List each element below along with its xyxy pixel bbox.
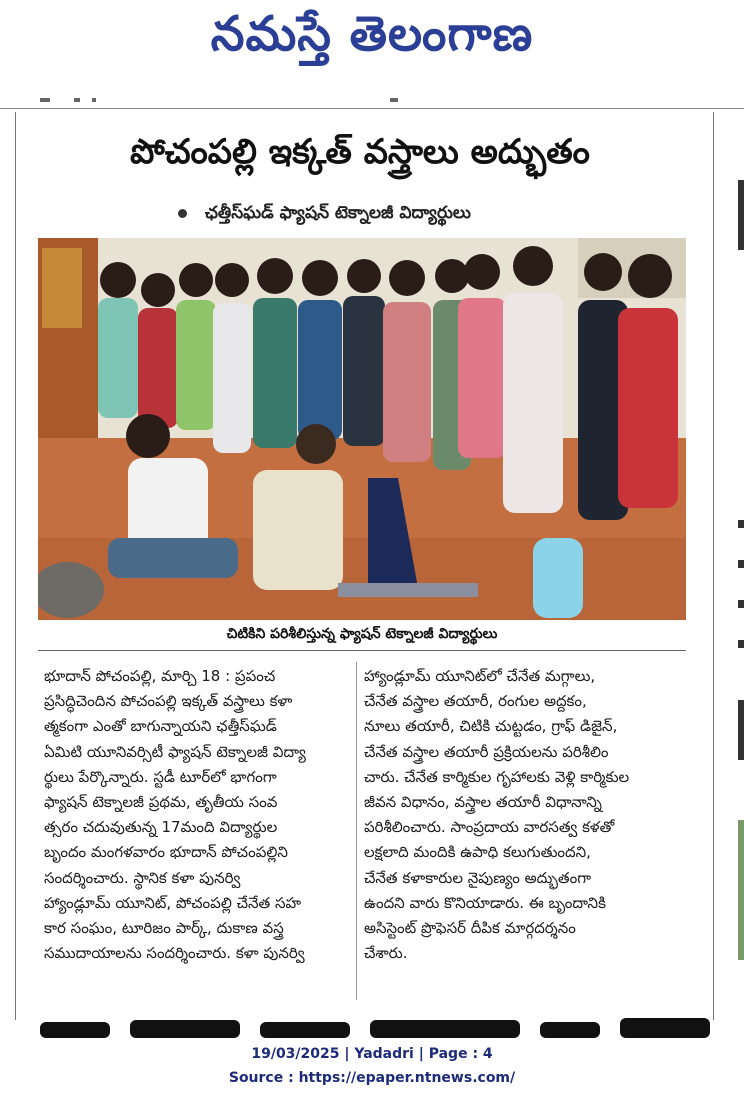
body-line: సందర్శించారు. స్థానిక కళా పునర్వి <box>44 868 241 887</box>
body-line: ఉందని వారు కొనియాడారు. ఈ బృందానికి <box>364 893 606 912</box>
body-line: నూలు తయారీ, చిటికి చుట్టడం, గ్రాఫ్ డిజైన్, <box>364 717 618 736</box>
body-line: చేనేత వస్త్రాల తయారీ ప్రక్రియలను పరిశీలిం <box>364 742 609 761</box>
article-body-column-2 <box>364 664 676 966</box>
article-headline: పోచంపల్లి ఇక్కత్ వస్త్రాలు అద్భుతం <box>130 132 590 172</box>
article-body-column-1 <box>44 664 356 966</box>
body-line: భూదాన్ పోచంపల్లి, మార్చి 18 : ప్రపంచ <box>44 667 276 685</box>
adjacent-article-fragment <box>738 520 744 528</box>
column-divider <box>356 662 357 1000</box>
masthead-underline-fragments <box>40 98 420 104</box>
body-line: ఏమిటి యూనివర్సిటీ ఫ్యాషన్ టెక్నాలజీ విద్యా <box>44 742 306 761</box>
photo-caption: చిటికిని పరిశీలిస్తున్న ఫ్యాషన్ టెక్నాలజీ విద్యార్థులు <box>226 626 498 642</box>
body-line: అసిస్టెంట్ ప్రొఫెసర్ దీపిక మార్గదర్శనం <box>364 919 576 938</box>
body-line: సముదాయాలను సందర్శించారు. కళా పునర్వి <box>44 944 305 963</box>
caption-divider <box>38 650 686 651</box>
body-line: పరిశీలించారు. సాంప్రదాయ వారసత్వ కళతో <box>364 818 615 837</box>
body-line: ఫ్యాషన్ టెక్నాలజీ ప్రథమ, తృతీయ సంవ <box>44 793 278 812</box>
masthead-divider <box>0 108 744 109</box>
cut-headline-glyphs <box>40 1008 712 1038</box>
adjacent-article-fragment <box>738 560 744 568</box>
right-column-rule <box>713 112 714 1020</box>
newspaper-title: నమస్తే తెలంగాణ <box>210 6 534 62</box>
body-line: జీవన విధానం, వస్త్రాల తయారీ విధానాన్ని <box>364 793 602 812</box>
left-column-rule <box>15 112 16 1020</box>
body-line: ర్థులు పేర్కొన్నారు. స్టడీ టూర్‌లో భాగంగా <box>44 767 277 786</box>
body-line: హ్యాండ్లూమ్ యూనిట్‌లో చేనేత మగ్గాలు, <box>364 667 596 685</box>
footer-date-line: 19/03/2025 | Yadadri | Page : 4 <box>251 1046 493 1062</box>
bullet-icon <box>178 209 187 218</box>
masthead <box>0 0 744 100</box>
photo-illustration <box>38 238 686 620</box>
cut-off-next-headline <box>40 1008 712 1038</box>
article-subheadline <box>178 203 471 227</box>
subheadline-text: ఛత్తీస్‌ఘడ్ ఫ్యాషన్ టెక్నాలజీ విద్యార్థులు <box>205 203 471 223</box>
body-line: కార సంఘం, టూరిజం పార్క్, దుకాణ వస్త్ర <box>44 919 284 938</box>
body-line: త్సరం చదువుతున్న 17మంది విద్యార్థుల <box>44 818 278 837</box>
footer-source-line[interactable]: Source : https://epaper.ntnews.com/ <box>228 1070 516 1086</box>
body-line: త్మకంగా ఎంతో బాగున్నాయని ఛత్తీస్‌ఘడ్ <box>44 717 277 736</box>
adjacent-article-fragment <box>738 640 744 648</box>
body-line: చేశారు. <box>364 944 408 963</box>
body-line: బృందం మంగళవారం భూదాన్ పోచంపల్లిని <box>44 843 288 862</box>
article-photo <box>38 238 686 620</box>
body-line: చారు. చేనేత కార్మికుల గృహాలకు వెళ్లి కార్మికుల <box>364 767 630 786</box>
body-line: చేనేత వస్త్రాల తయారీ, రంగుల అద్దకం, <box>364 692 587 711</box>
adjacent-photo-fragment <box>738 820 744 960</box>
adjacent-article-fragment <box>738 180 744 250</box>
body-line: లక్షలాది మందికి ఉపాధి కలుగుతుందని, <box>364 843 591 862</box>
adjacent-article-fragment <box>738 700 744 760</box>
body-line: చేనేత కళాకారుల నైపుణ్యం అద్భుతంగా <box>364 868 592 887</box>
body-line: ప్రసిద్ధిచెందిన పోచంపల్లి ఇక్కత్ వస్త్రాలు కళా <box>44 692 293 711</box>
body-line: హ్యాండ్లూమ్ యూనిట్, పోచంపల్లి చేనేత సహ <box>44 893 301 912</box>
adjacent-article-fragment <box>738 600 744 608</box>
